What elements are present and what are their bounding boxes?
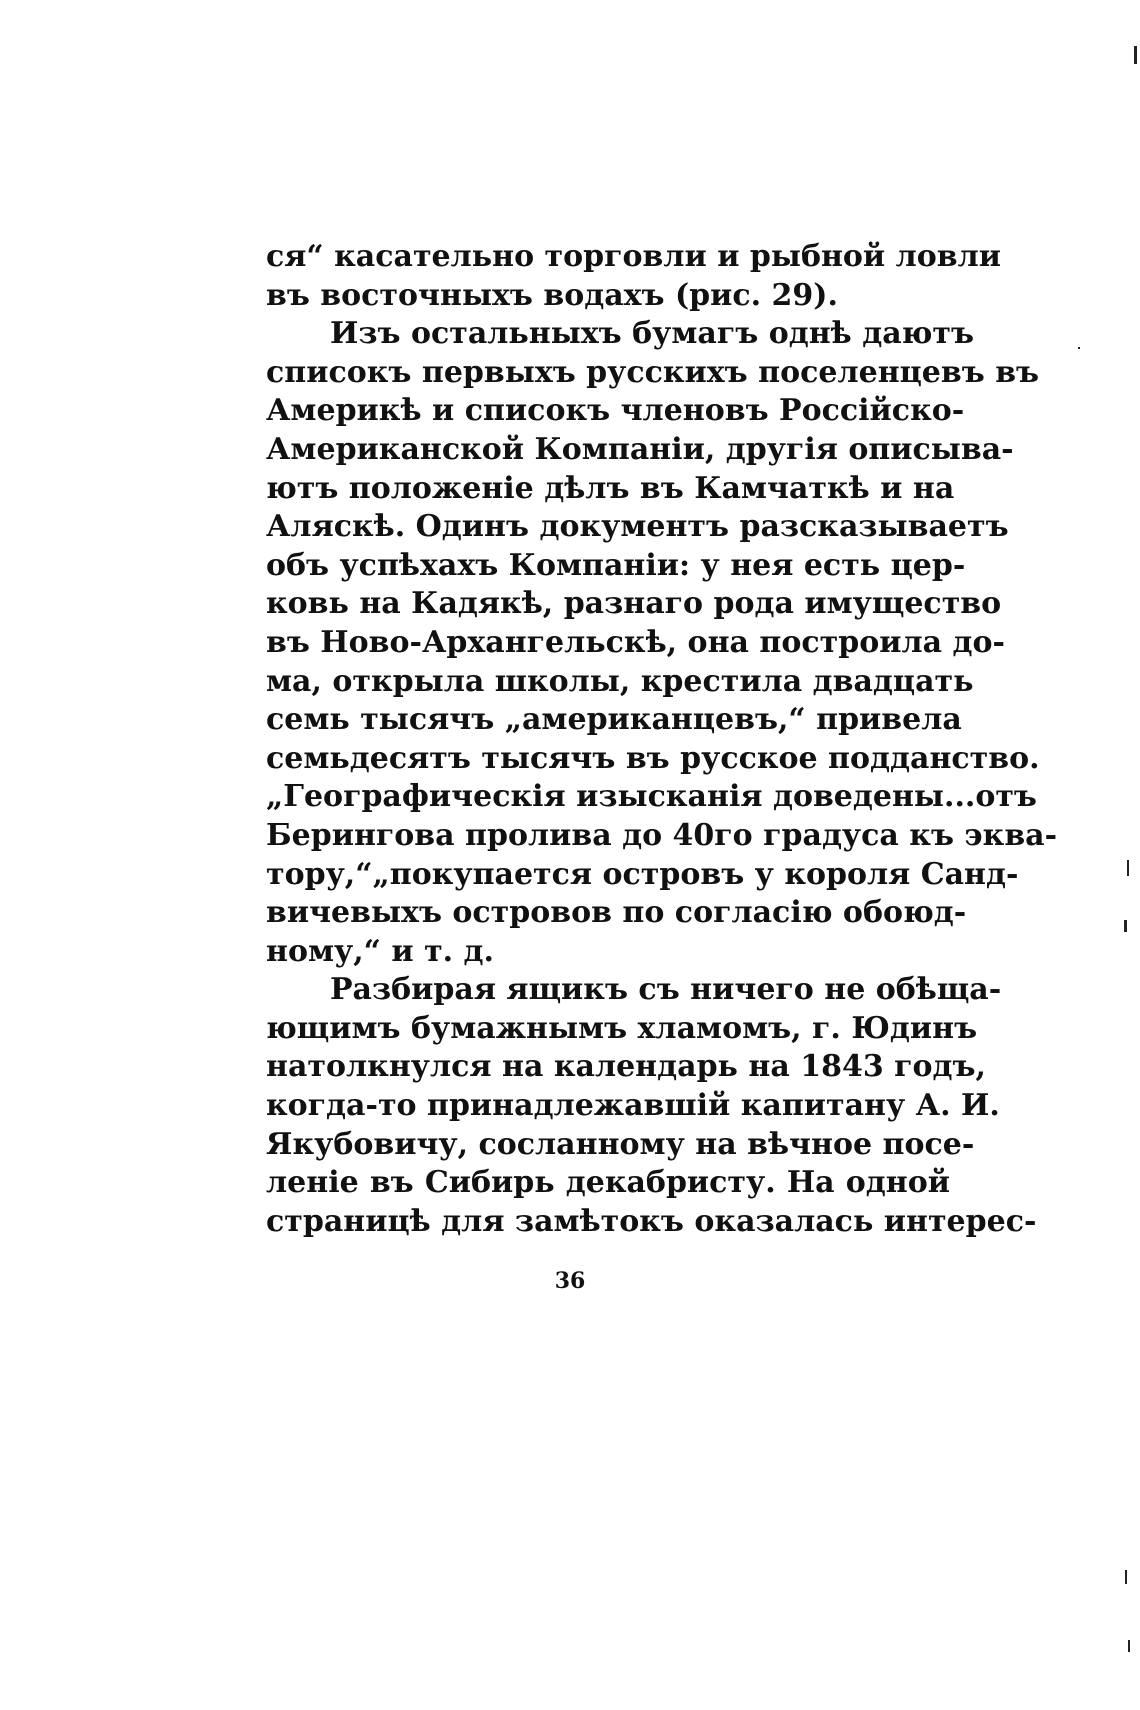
text-line: Якубовичу, сосланному на вѣчное посе- — [266, 1126, 975, 1162]
text-line: ковь на Кадякѣ, разнаго рода имущество — [266, 586, 1002, 622]
text-line: Американской Компаніи, другія описыва- — [266, 431, 1014, 467]
paragraph — [266, 238, 1002, 315]
page-number: 36 — [554, 1268, 586, 1294]
paragraph — [266, 315, 1058, 971]
text-line: „Географическія изысканія доведены...отъ — [266, 779, 1037, 815]
text-line: ся“ касательно торговли и рыбной ловли — [266, 239, 1002, 274]
text-line: натолкнулся на календарь на 1843 годъ, — [266, 1049, 986, 1085]
text-line: ющимъ бумажнымъ хламомъ, г. Юдинъ — [266, 1010, 978, 1046]
scan-mark — [1128, 1640, 1130, 1652]
text-line: Берингова пролива до 40го градуса къ эква- — [266, 817, 1058, 853]
text-line: тору,“„покупается островъ у короля Санд- — [266, 856, 1019, 892]
scan-mark — [1078, 347, 1080, 349]
text-line: въ восточныхъ водахъ (рис. 29). — [266, 277, 838, 313]
text-line: ма, открыла школы, крестила двадцать — [266, 663, 974, 699]
text-line: семь тысячъ „американцевъ,“ привела — [266, 702, 962, 738]
text-line: Аляскѣ. Одинъ документъ разсказываетъ — [266, 509, 1009, 545]
paragraph — [266, 971, 1037, 1241]
text-line: въ Ново-Архангельскѣ, она построила до- — [266, 624, 1005, 660]
scan-mark — [1125, 1570, 1127, 1584]
text-line: Разбирая ящикъ съ ничего не обѣща- — [330, 972, 1002, 1008]
text-line: страницѣ для замѣтокъ оказалась интерес- — [266, 1203, 1037, 1239]
text-line: когда-то принадлежавшій капитану А. И. — [266, 1088, 1000, 1124]
scan-mark — [1134, 46, 1137, 64]
scan-mark — [1124, 920, 1127, 932]
text-line: вичевыхъ островов по согласію обоюд- — [266, 895, 967, 931]
text-line: Америкѣ и списокъ членовъ Россійско- — [266, 393, 965, 429]
text-line: семьдесятъ тысячъ въ русское подданство. — [266, 740, 1040, 776]
text-line: списокъ первыхъ русскихъ поселенцевъ въ — [266, 354, 1040, 390]
page-body-text — [266, 238, 1058, 1241]
text-line: леніе въ Сибирь декабристу. На одной — [266, 1165, 950, 1201]
text-line: объ успѣхахъ Компаніи: у нея есть цер- — [266, 547, 966, 583]
text-line: Изъ остальныхъ бумагъ однѣ даютъ — [330, 316, 974, 352]
text-line: ному,“ и т. д. — [266, 933, 494, 969]
scan-mark — [1127, 860, 1129, 876]
text-line: ютъ положеніе дѣлъ въ Камчаткѣ и на — [266, 470, 955, 506]
